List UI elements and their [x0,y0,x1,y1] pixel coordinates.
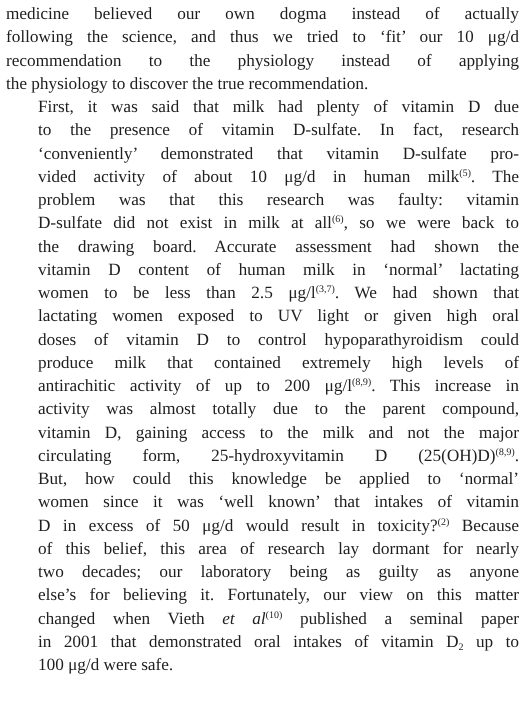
text-segment: Because [449,515,519,535]
text-segment: . [514,445,519,465]
text-line [6,165,519,188]
text-line [6,211,519,234]
text-line: lactating women exposed to UV light or given high oral [38,306,519,326]
text-segment: published a seminal paper [282,608,519,628]
text-line: vitamin D, gaining access to the milk and not the major [38,422,519,442]
text-line: recommendation to the physiology instead of applying [6,50,519,70]
text-line: else’s for believing it. Fortunately, our view on this matter [38,585,519,605]
text-line: women since it was ‘well known’ that intakes of vitamin [38,492,519,512]
text-segment: , so we were back to [343,213,519,233]
text-line: vitamin D content of human milk in ‘normal’ lactating [38,259,519,279]
text-line: to the presence of vitamin D-sulfate. In fact, research [38,120,519,140]
text-line: problem was that this research was faulty: vitamin [38,190,519,209]
citation-ref: (2) [437,516,450,528]
text-line [6,444,519,467]
paragraph-2 [6,95,519,676]
text-line: ‘conveniently’ demonstrated that vitamin D-sulfate pro- [38,143,519,163]
paragraph-1 [6,2,519,95]
text-segment: in 2001 that demonstrated oral intakes of vitamin D [38,631,459,651]
text-segment: D-sulfate did not exist in milk at all [38,213,332,233]
citation-ref: (8,9) [352,377,372,388]
text-segment: antirachitic activity of up to 200 μg/l [38,376,353,395]
text-line: But, how could this knowledge be applied to ‘normal’ [38,469,519,488]
text-segment: women to be less than 2.5 μg/l [38,283,316,302]
text-line [6,374,519,397]
text-line: doses of vitamin D to control hypoparathyroidism could [38,329,519,349]
text-line [6,514,519,537]
text-line: 100 μg/d were safe. [38,655,174,674]
text-segment: circulating form, 25-hydroxyvitamin D (25(OH)D) [38,445,496,465]
text-segment: . We had shown that [334,283,519,302]
text-line: two decades; our laboratory being as guilty as anyone [38,562,519,581]
text-line: the drawing board. Accurate assessment had shown the [38,236,519,256]
text-line: of this belief, this area of research lay dormant for nearly [38,538,519,558]
text-segment: up to [463,631,519,651]
text-line [6,630,519,653]
text-line: activity was almost totally due to the parent compound, [38,399,519,419]
subscript: 2 [458,641,464,653]
text-line: First, it was said that milk had plenty of vitamin D due [38,97,519,116]
text-segment: vided activity of about 10 μg/d in human milk [38,166,460,186]
document-page [6,2,519,676]
text-line: following the science, and thus we tried to ‘fit’ our 10 μg/d [6,27,519,47]
text-line: medicine believed our own dogma instead of actually [6,4,519,23]
text-line [6,281,519,304]
text-line [6,607,519,630]
citation-ref: (6) [331,214,344,226]
citation-ref: (8,9) [495,446,515,458]
text-segment: D in excess of 50 μg/d would result in toxicity? [38,515,438,535]
citation-ref: (5) [459,167,471,179]
text-segment: changed when Vieth [38,608,205,628]
text-line: the physiology to discover the true recommendation. [6,73,369,93]
citation-ref: (3,7) [315,284,335,295]
et-al: et al [222,608,266,628]
text-segment: . This increase in [371,376,519,395]
text-line: produce milk that contained extremely high levels of [38,352,519,372]
citation-ref: (10) [265,609,283,621]
text-segment: . The [470,166,519,186]
